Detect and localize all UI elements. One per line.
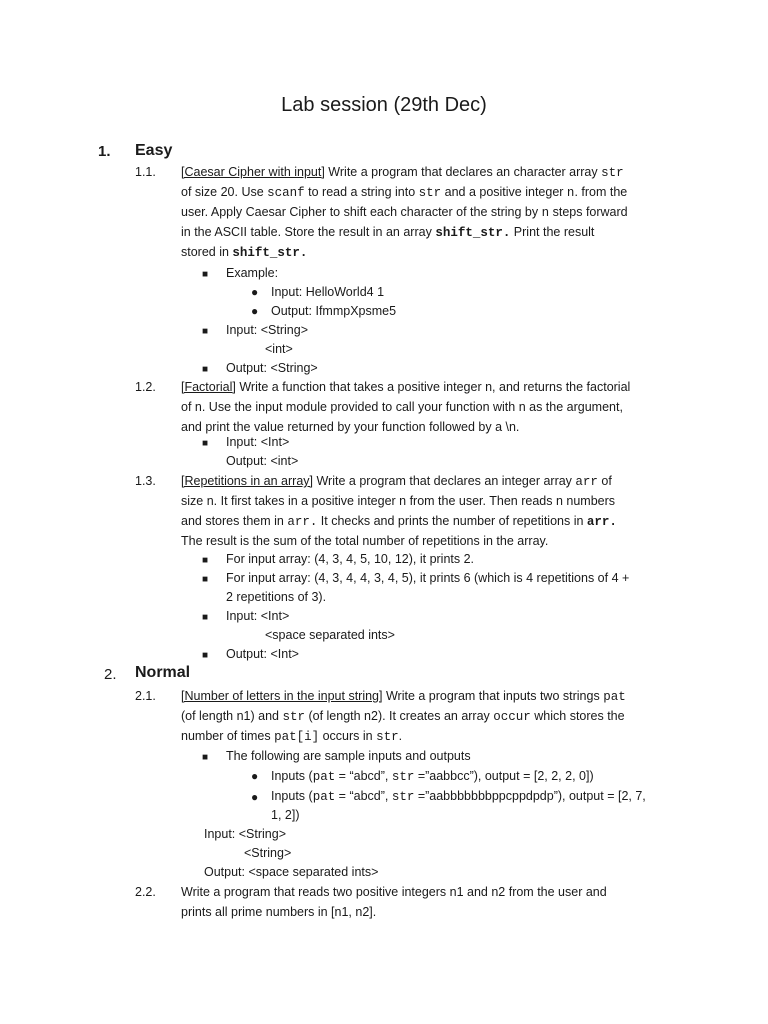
item-link[interactable]: [Factorial] xyxy=(181,380,236,394)
input-label: Input: <String> xyxy=(204,827,287,841)
item-1-1-text: [Caesar Cipher with input] Write a program that declares an character array str of size 20. Use scanf to read a string into str and a positive integer n. from the user. Apply Caesar Cipher to shift each character of the string by n steps forward in the ASCII table. Store the result in an array shift_str. Print the result stored in shift_str. xyxy=(181,165,628,260)
section-title: Normal xyxy=(135,664,191,681)
item-2-1-text: [Number of letters in the input string] Write a program that inputs two strings pat (of length n1) and str (of length n2). It creates an array occur which stores the number of times pat[i] occurs in str. xyxy=(181,689,626,744)
item-number: 2.1. xyxy=(135,689,156,703)
section-number: 1. xyxy=(98,143,111,160)
square-bullet-icon: ■ xyxy=(202,555,209,566)
output-label: Output: <int> xyxy=(226,454,299,468)
bullet-text-continued: 2 repetitions of 3). xyxy=(226,590,327,604)
sample-label: The following are sample inputs and outputs xyxy=(226,749,471,763)
square-bullet-icon: ■ xyxy=(202,574,209,585)
section-number: 2. xyxy=(104,666,117,683)
input-label: Input: <String> xyxy=(226,323,309,337)
square-bullet-icon: ■ xyxy=(202,752,209,763)
example-label: Example: xyxy=(226,266,279,280)
square-bullet-icon: ■ xyxy=(202,364,209,375)
output-label: Output: <String> xyxy=(226,361,318,375)
section-title: Easy xyxy=(135,142,173,159)
input-extra: <String> xyxy=(244,846,292,860)
square-bullet-icon: ■ xyxy=(202,269,209,280)
item-1-2-text: [Factorial] Write a function that takes a positive integer n, and returns the factorial of n. Use the input module provided to call your function with n as the argument, and print the value returned by your function followed by a \n. xyxy=(181,380,631,434)
item-number: 1.2. xyxy=(135,380,156,394)
example-output: Output: IfmmpXpsme5 xyxy=(271,304,397,318)
square-bullet-icon: ■ xyxy=(202,326,209,337)
input-extra: <space separated ints> xyxy=(265,628,395,642)
item-link[interactable]: [Repetitions in an array] xyxy=(181,474,314,488)
page-title: Lab session (29th Dec) xyxy=(281,94,487,116)
example-input: Input: HelloWorld4 1 xyxy=(271,285,385,299)
item-number: 1.3. xyxy=(135,474,156,488)
item-2-2-text: Write a program that reads two positive integers n1 and n2 from the user and prints all prime numbers in [n1, n2]. xyxy=(181,885,607,919)
output-label: Output: <Int> xyxy=(226,647,299,661)
input-label: Input: <Int> xyxy=(226,609,290,623)
item-number: 2.2. xyxy=(135,885,156,899)
sample-2: Inputs (pat = “abcd”, str =”aabbbbbbbppcppdpdp”), output = [2, 7, xyxy=(271,789,646,804)
bullet-text: For input array: (4, 3, 4, 4, 3, 4, 5), it prints 6 (which is 4 repetitions of 4 + xyxy=(226,571,630,585)
input-label: Input: <Int> xyxy=(226,435,290,449)
sample-2-continued: 1, 2]) xyxy=(271,808,300,822)
square-bullet-icon: ■ xyxy=(202,438,209,449)
round-bullet-icon: ● xyxy=(251,790,259,804)
output-label: Output: <space separated ints> xyxy=(204,865,379,879)
sample-1: Inputs (pat = “abcd”, str =”aabbcc”), output = [2, 2, 2, 0]) xyxy=(271,769,594,784)
square-bullet-icon: ■ xyxy=(202,650,209,661)
round-bullet-icon: ● xyxy=(251,769,259,783)
round-bullet-icon: ● xyxy=(251,304,259,318)
bullet-text: For input array: (4, 3, 4, 5, 10, 12), it prints 2. xyxy=(226,552,475,566)
square-bullet-icon: ■ xyxy=(202,612,209,623)
input-extra: <int> xyxy=(265,342,293,356)
item-number: 1.1. xyxy=(135,165,156,179)
round-bullet-icon: ● xyxy=(251,285,259,299)
item-link[interactable]: [Caesar Cipher with input] xyxy=(181,165,325,179)
item-link[interactable]: [Number of letters in the input string] xyxy=(181,689,383,703)
item-1-3-text: [Repetitions in an array] Write a program that declares an integer array arr of size n. It first takes in a positive integer n from the user. Then reads n numbers and stores them in arr. It checks and prints the number of repetitions in arr. The result is the sum of the total number of repetitions in the array. xyxy=(181,474,617,548)
